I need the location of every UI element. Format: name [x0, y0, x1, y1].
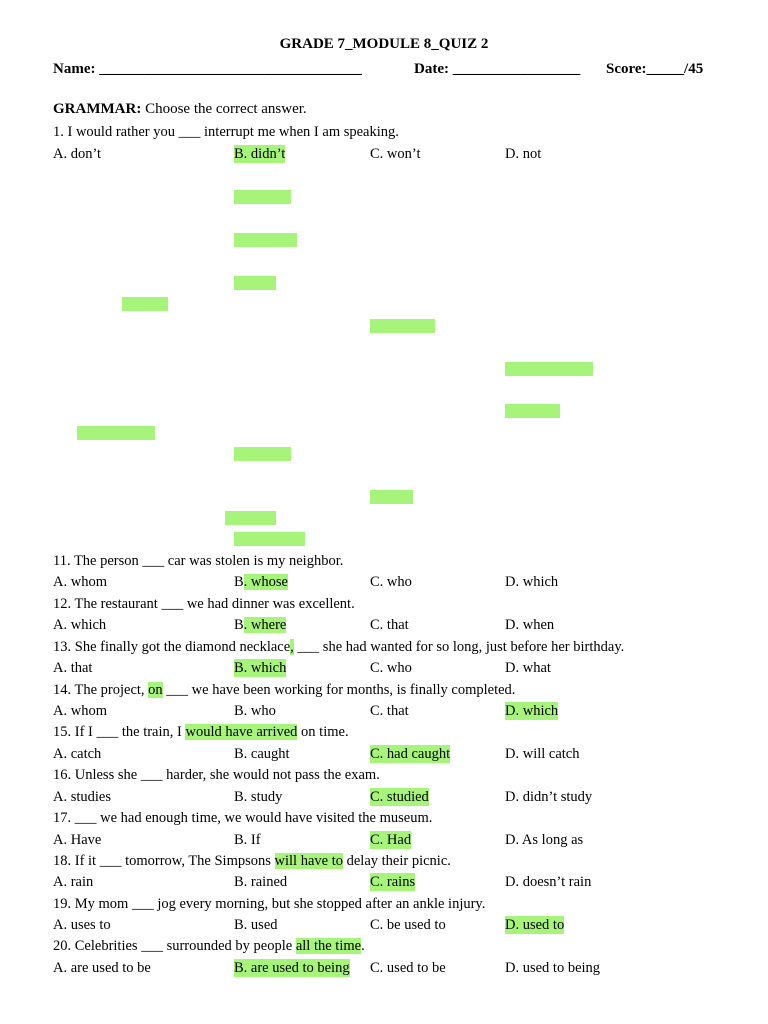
highlight-block: [77, 426, 155, 440]
q17-option-d: D. As long as: [505, 832, 584, 848]
q18-text-start: 18. If it ___ tomorrow, The Simpsons: [53, 853, 275, 869]
quiz-title: GRADE 7_MODULE 8_QUIZ 2: [279, 36, 489, 52]
q1-option-a: A. don’t: [53, 146, 102, 162]
highlight-block: [234, 532, 305, 546]
q18-highlight: will have to: [274, 853, 343, 869]
q20-text-end: .: [361, 938, 365, 954]
question-19: 19. My mom ___ jog every morning, but she stopped after an ankle injury.: [53, 896, 486, 912]
q14-text-start: 14. The project,: [53, 682, 149, 698]
q1-option-d: D. not: [505, 146, 542, 162]
q15-highlight: would have arrived: [185, 724, 298, 740]
q13-option-a: A. that: [53, 660, 93, 676]
q20-highlight: all the time: [295, 938, 362, 954]
q19-option-d: D. used to: [505, 917, 565, 933]
score-field: Score:_____/45: [606, 61, 704, 77]
q20-option-d: D. used to being: [505, 960, 601, 976]
highlight-block: [370, 319, 435, 333]
section-heading: [53, 101, 307, 118]
highlight-block: [234, 447, 291, 461]
q17-option-c: C. Had: [370, 832, 412, 848]
q20-option-b: B. are used to being: [234, 960, 350, 976]
q13-option-c: C. who: [370, 660, 412, 676]
q17-option-a: A. Have: [53, 832, 102, 848]
highlight-block: [234, 233, 297, 247]
q17-option-b: B. If: [234, 832, 261, 848]
date-field: Date: _________________: [414, 61, 581, 77]
highlight-block: [370, 490, 413, 504]
q11-option-a: A. whom: [53, 574, 107, 590]
q19-option-c: C. be used to: [370, 917, 446, 933]
q19-option-b: B. used: [234, 917, 278, 933]
highlight-block: [122, 297, 168, 311]
q11-option-b: [234, 573, 288, 591]
q13-option-b: B. which: [234, 660, 287, 676]
q13-text-end: ___ she had wanted for so long, just before her birthday.: [293, 639, 625, 655]
q14-option-d: D. which: [505, 703, 559, 719]
q11-option-b-answer: . whose: [243, 574, 288, 590]
q1-option-c: C. won’t: [370, 146, 421, 162]
q14-highlight: on: [148, 682, 163, 698]
q16-option-b: B. study: [234, 789, 283, 805]
q15-option-c: C. had caught: [370, 746, 451, 762]
q15-text-start: 15. If I ___ the train, I: [53, 724, 186, 740]
q11-option-c: C. who: [370, 574, 412, 590]
highlight-block: [234, 276, 276, 290]
q12-option-c: C. that: [370, 617, 409, 633]
question-1: 1. I would rather you ___ interrupt me when I am speaking.: [53, 124, 399, 140]
q16-option-a: A. studies: [53, 789, 111, 805]
question-12: 12. The restaurant ___ we had dinner was excellent.: [53, 596, 355, 612]
q12-option-b-answer: . where: [243, 617, 287, 633]
highlight-block: [234, 190, 291, 204]
question-18: [53, 852, 451, 870]
q12-option-b-letter: B: [234, 617, 244, 633]
q15-option-d: D. will catch: [505, 746, 580, 762]
section-instruction: Choose the correct answer.: [141, 101, 307, 117]
q20-text-start: 20. Celebrities ___ surrounded by people: [53, 938, 296, 954]
question-17: 17. ___ we had enough time, we would have visited the museum.: [53, 810, 433, 826]
q20-option-a: A. are used to be: [53, 960, 151, 976]
q18-text-end: delay their picnic.: [343, 853, 451, 869]
question-11: 11. The person ___ car was stolen is my neighbor.: [53, 553, 344, 569]
q12-option-a: A. which: [53, 617, 107, 633]
q15-option-b: B. caught: [234, 746, 290, 762]
q12-option-d: D. when: [505, 617, 555, 633]
q20-option-c: C. used to be: [370, 960, 446, 976]
highlight-block: [505, 404, 560, 418]
q1-option-b: B. didn’t: [234, 146, 286, 162]
highlight-block: [225, 511, 276, 525]
q16-option-d: D. didn’t study: [505, 789, 593, 805]
q18-option-c: C. rains: [370, 874, 416, 890]
q13-highlight: ,: [290, 639, 294, 655]
highlight-block: [505, 362, 593, 376]
question-16: 16. Unless she ___ harder, she would not pass the exam.: [53, 767, 380, 783]
q12-option-b: [234, 616, 286, 634]
q14-option-a: A. whom: [53, 703, 107, 719]
q19-option-a: A. uses to: [53, 917, 111, 933]
q15-text-end: on time.: [297, 724, 349, 740]
q18-option-a: A. rain: [53, 874, 94, 890]
question-13: [53, 638, 624, 656]
section-label: GRAMMAR:: [53, 101, 142, 117]
question-20: [53, 937, 365, 955]
q15-option-a: A. catch: [53, 746, 102, 762]
q14-text-end: ___ we have been working for months, is finally completed.: [162, 682, 516, 698]
q11-option-b-letter: B: [234, 574, 244, 590]
q14-option-b: B. who: [234, 703, 276, 719]
q18-option-d: D. doesn’t rain: [505, 874, 592, 890]
q13-option-d: D. what: [505, 660, 551, 676]
q13-text-start: 13. She finally got the diamond necklace: [53, 639, 291, 655]
q14-option-c: C. that: [370, 703, 409, 719]
question-15: [53, 723, 349, 741]
q18-option-b: B. rained: [234, 874, 288, 890]
question-14: [53, 681, 515, 699]
name-field: Name: ___________________________________: [53, 61, 362, 77]
q16-option-c: C. studied: [370, 789, 429, 805]
q11-option-d: D. which: [505, 574, 559, 590]
